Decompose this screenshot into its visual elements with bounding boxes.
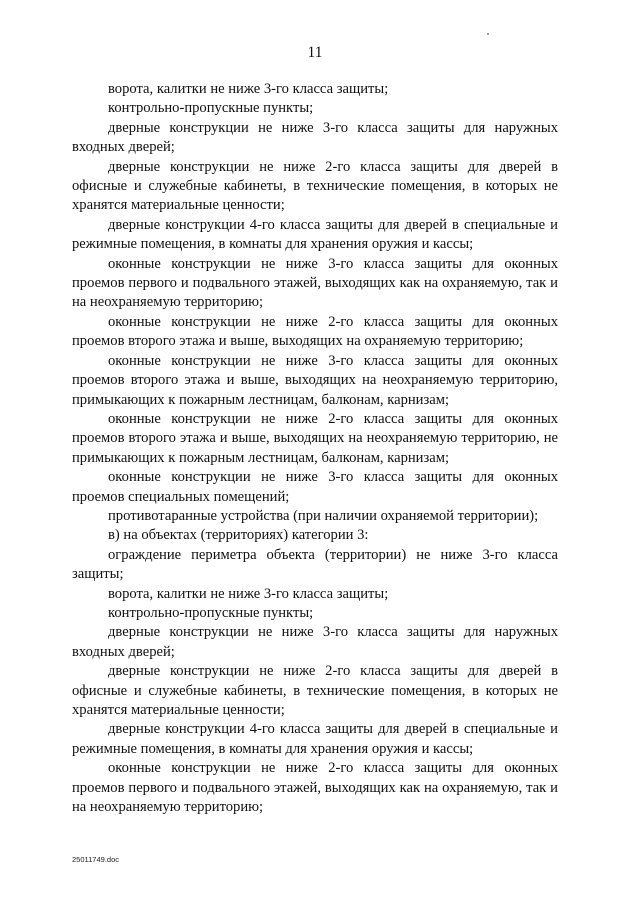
- document-body: [72, 80, 558, 817]
- paragraph: дверные конструкции 4-го класса защиты для дверей в специальные и режимные помещения, в комнаты для хранения оружия и кассы;: [72, 721, 558, 757]
- paragraph: оконные конструкции не ниже 2-го класса защиты для оконных проемов второго этажа и выше, выходящих на неохраняемую территорию, не примыкающих к пожарным лестницам, балконам, карнизам;: [72, 410, 558, 466]
- paragraph: дверные конструкции не ниже 2-го класса защиты для дверей в офисные и служебные кабинеты, в технические помещения, в которых не хранятся материальные ценности;: [72, 158, 558, 214]
- paragraph: оконные конструкции не ниже 3-го класса защиты для оконных проемов специальных помещений;: [72, 469, 558, 505]
- paragraph: оконные конструкции не ниже 2-го класса защиты для оконных проемов второго этажа и выше, выходящих на охраняемую территорию;: [72, 313, 558, 350]
- paragraph: ограждение периметра объекта (территории) не ниже 3-го класса защиты;: [72, 546, 558, 583]
- paragraph: дверные конструкции не ниже 3-го класса защиты для наружных входных дверей;: [72, 624, 558, 660]
- footer-filename: 25011749.doc: [72, 855, 119, 864]
- paragraph: дверные конструкции 4-го класса защиты для дверей в специальные и режимные помещения, в комнаты для хранения оружия и кассы;: [72, 216, 558, 253]
- paragraph: дверные конструкции не ниже 3-го класса защиты для наружных входных дверей;: [72, 119, 558, 156]
- page-number: 11: [307, 44, 323, 61]
- paragraph: ворота, калитки не ниже 3-го класса защиты;: [108, 81, 389, 97]
- paragraph: оконные конструкции не ниже 3-го класса защиты для оконных проемов первого и подвального этажей, выходящих как на охраняемую, так и на неохраняемую территорию;: [72, 255, 558, 311]
- paragraph: оконные конструкции не ниже 3-го класса защиты для оконных проемов второго этажа и выше, выходящих на неохраняемую территорию, примыкающих к пожарным лестницам, балконам, карнизам;: [72, 352, 558, 408]
- paragraph: контрольно-пропускные пункты;: [108, 100, 314, 117]
- scan-dot: [487, 33, 489, 35]
- section-heading: в) на объектах (территориях) категории 3:: [108, 527, 369, 544]
- paragraph: дверные конструкции не ниже 2-го класса защиты для дверей в офисные и служебные кабинеты, в технические помещения, в которых не хранятся материальные ценности;: [72, 663, 558, 718]
- paragraph: противотаранные устройства (при наличии охраняемой территории);: [108, 507, 539, 524]
- paragraph: ворота, калитки не ниже 3-го класса защиты;: [108, 585, 389, 602]
- paragraph: контрольно-пропускные пункты;: [108, 604, 314, 621]
- paragraph: оконные конструкции не ниже 2-го класса защиты для оконных проемов первого и подвального этажей, выходящих как на охраняемую, так и на неохраняемую территорию;: [72, 760, 558, 816]
